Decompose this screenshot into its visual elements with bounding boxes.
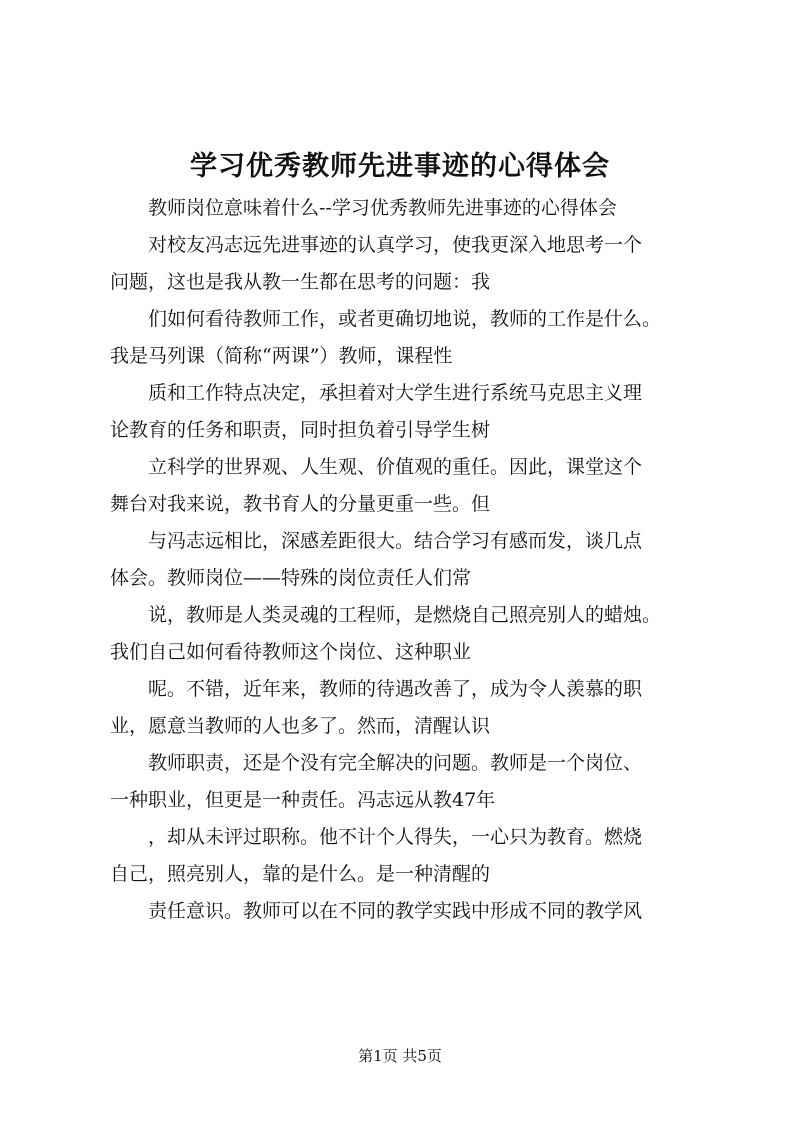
paragraph [110,301,720,375]
paragraph [110,449,720,523]
paragraph [110,745,720,819]
text-line: 说，教师是人类灵魂的工程师，是燃烧自己照亮别人的蜡烛。 [148,604,662,626]
text-line: 体会。教师岗位——特殊的岗位责任人们常 [110,567,472,589]
paragraph [110,190,720,227]
paragraph [110,597,720,671]
text-line: 教师职责，还是个没有完全解决的问题。教师是一个岗位、 [148,752,643,774]
page-number-footer: 第1页 共5页 [358,1047,442,1065]
text-line: 责任意识。教师可以在不同的教学实践中形成不同的教学风 [148,900,643,922]
paragraph [110,375,720,449]
document-body [110,190,720,930]
text-line: 们如何看待教师工作，或者更确切地说，教师的工作是什么。 [148,308,662,330]
text-line: 教师岗位意味着什么--学习优秀教师先进事迹的心得体会 [148,197,617,219]
document-title: 学习优秀教师先进事迹的心得体会 [190,151,610,182]
text-line: 立科学的世界观、人生观、价值观的重任。因此，课堂这个 [148,456,643,478]
text-line: 与冯志远相比，深感差距很大。结合学习有感而发，谈几点 [148,530,643,552]
paragraph [110,819,720,893]
text-line: 业，愿意当教师的人也多了。然而，清醒认识 [110,715,491,737]
text-line: 对校友冯志远先进事迹的认真学习，使我更深入地思考一个 [148,234,643,256]
text-line: 我是马列课（简称“两课”）教师，课程性 [110,345,453,367]
text-line: 质和工作特点决定，承担着对大学生进行系统马克思主义理 [148,382,643,404]
text-line: 呢。不错，近年来，教师的待遇改善了，成为令人羡慕的职 [148,678,643,700]
paragraph [110,893,720,930]
text-line: 论教育的任务和职责，同时担负着引导学生树 [110,419,491,441]
paragraph [110,523,720,597]
text-line: 自己，照亮别人，靠的是什么。是一种清醒的 [110,863,491,885]
text-line: 我们自己如何看待教师这个岗位、这种职业 [110,641,472,663]
text-line: 一种职业，但更是一种责任。冯志远从教47年 [110,789,496,811]
paragraph [110,227,720,301]
text-line: ，却从未评过职称。他不计个人得失，一心只为教育。燃烧 [148,826,643,848]
text-line: 问题，这也是我从教一生都在思考的问题：我 [110,271,491,293]
paragraph [110,671,720,745]
text-line: 舞台对我来说，教书育人的分量更重一些。但 [110,493,491,515]
